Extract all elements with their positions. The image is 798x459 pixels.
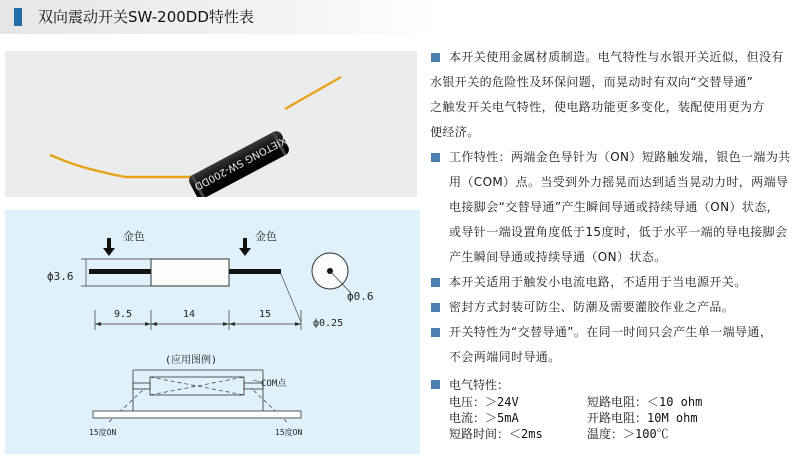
electrical-specs bbox=[449, 394, 792, 442]
header-bar bbox=[0, 0, 798, 34]
feature-text: 便经济。 bbox=[430, 125, 480, 139]
app-base-plate bbox=[93, 411, 301, 418]
dim-label-mid: 14 bbox=[183, 309, 196, 320]
dim-label-left: 9.5 bbox=[114, 309, 133, 320]
arrow-down-icon bbox=[103, 238, 115, 256]
feature-item bbox=[430, 245, 792, 270]
spec-short-resistance: 短路电阻：＜10 ohm bbox=[587, 395, 703, 409]
arrow-left-icon bbox=[151, 322, 157, 326]
feature-item bbox=[430, 70, 792, 95]
feature-item bbox=[430, 345, 792, 370]
feature-text: 用（COM）点。当受到外力摇晃而达到适当晃动力时，两端导 bbox=[449, 175, 789, 189]
arrow-right-icon bbox=[223, 322, 229, 326]
feature-text: 不会两端同时导通。 bbox=[449, 350, 561, 364]
feature-text: 工作特性：两端金色导针为（ON）短路触发端，银色一端为共 bbox=[449, 150, 791, 164]
feature-item bbox=[430, 270, 792, 295]
gold-lead-left bbox=[50, 155, 191, 177]
arrow-left-icon bbox=[95, 322, 101, 326]
feature-item bbox=[430, 145, 792, 170]
bullet-square-icon bbox=[431, 303, 440, 312]
feature-item bbox=[430, 170, 792, 195]
feature-text: 本开关适用于触发小电流电路，不适用于当电源开关。 bbox=[449, 275, 747, 289]
feature-item bbox=[430, 120, 792, 145]
header-accent-mark bbox=[14, 8, 22, 26]
angle-label-left: 15度ON bbox=[89, 428, 117, 437]
feature-text: 水银开关的危险性及环保问题，而晃动时有双向“交替导通” bbox=[430, 75, 754, 89]
photo-body-label: XIETONG SW-200DD bbox=[192, 133, 288, 192]
app-lead-left bbox=[133, 383, 150, 389]
spec-current: 电流：＞5mA bbox=[449, 411, 519, 425]
feature-text: 之触发开关电气特性，使电路功能更多变化，装配使用更为方 bbox=[430, 100, 765, 114]
lead-left bbox=[89, 269, 151, 274]
feature-list bbox=[430, 45, 792, 442]
spec-open-resistance: 开路电阻：10M ohm bbox=[587, 411, 698, 425]
spec-short-time: 短路时间：＜2ms bbox=[449, 427, 543, 441]
arrow-right-icon bbox=[295, 322, 301, 326]
leader-line bbox=[253, 380, 261, 382]
arrow-left-icon bbox=[229, 322, 235, 326]
feature-text: 开关特性为“交替导通”。在同一时间只会产生单一端导通， bbox=[449, 325, 773, 339]
switch-body bbox=[187, 129, 292, 197]
feature-item bbox=[430, 195, 792, 220]
diameter-label-round: ф0.6 bbox=[347, 290, 374, 303]
feature-item bbox=[430, 320, 792, 345]
diameter-label-lead: ф0.25 bbox=[313, 318, 344, 329]
feature-text: 本开关使用金属材质制造。电气特性与水银开关近似，但没有 bbox=[449, 50, 784, 64]
product-photo bbox=[5, 51, 417, 197]
feature-text: 产生瞬间导通或持续导通（ON）状态。 bbox=[449, 250, 667, 264]
spec-voltage: 电压：＞24V bbox=[449, 395, 519, 409]
feature-item bbox=[430, 45, 792, 70]
dimension-diagram-svg bbox=[5, 210, 420, 454]
bullet-square-icon bbox=[431, 278, 440, 287]
bullet-square-icon bbox=[431, 380, 440, 389]
bullet-square-icon bbox=[431, 153, 440, 162]
dim-label-right: 15 bbox=[259, 309, 272, 320]
arrow-down-icon bbox=[239, 238, 251, 256]
feature-text: 密封方式封装可防尘、防潮及需要灌胶作业之产品。 bbox=[449, 300, 735, 314]
app-example-title: (应用图例) bbox=[165, 355, 218, 366]
arrow-right-icon bbox=[145, 322, 151, 326]
bullet-square-icon bbox=[431, 53, 440, 62]
switch-photo-illustration bbox=[5, 51, 417, 197]
feature-text: 或导针一端设置角度低于15度时，低于水平一端的导电接脚会 bbox=[449, 225, 788, 239]
leader-line bbox=[281, 274, 301, 322]
feature-item bbox=[430, 295, 792, 320]
bullet-square-icon bbox=[431, 328, 440, 337]
angle-label-right: 15度ON bbox=[275, 428, 303, 437]
feature-text: 电接脚会“交替导通”产生瞬间导通或持续导通（ON）状态， bbox=[449, 200, 780, 214]
com-point-label: COM点 bbox=[261, 379, 287, 389]
page-title: 双向震动开关SW-200DD特性表 bbox=[38, 8, 254, 26]
gold-lead-right bbox=[285, 77, 341, 109]
gold-label-left: 金色 bbox=[123, 230, 145, 243]
switch-body-outline bbox=[151, 259, 229, 286]
spec-temperature: 温度：＞100℃ bbox=[587, 427, 669, 441]
gold-label-right: 金色 bbox=[255, 230, 277, 243]
electrical-section bbox=[430, 376, 792, 442]
feature-item bbox=[430, 95, 792, 120]
electrical-title: 电气特性： bbox=[449, 378, 510, 392]
dimension-diagram bbox=[5, 210, 420, 454]
feature-item bbox=[430, 220, 792, 245]
diameter-label-body: ф3.6 bbox=[47, 270, 74, 283]
lead-right bbox=[229, 269, 281, 274]
